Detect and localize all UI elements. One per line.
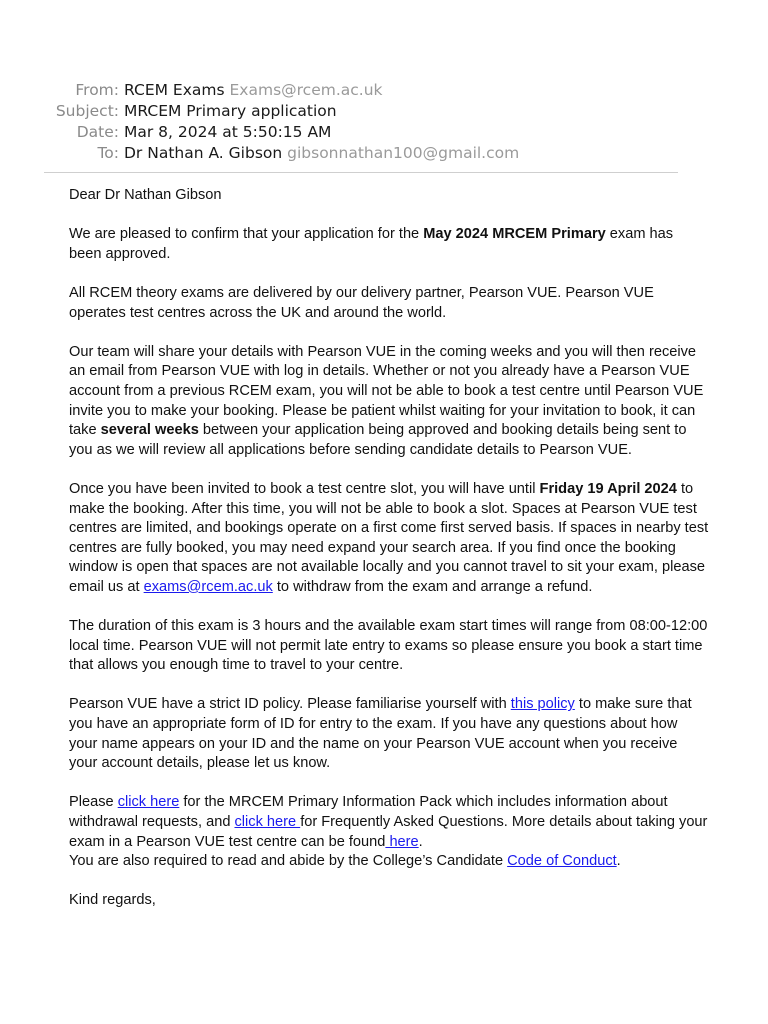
email-header: [0, 80, 768, 164]
paragraph-resources-text-mid2: for Frequently Asked Questions. More details about taking your exam in a Pearson VUE test centre can be found: [69, 814, 708, 850]
paragraph-resources-text-end: .: [418, 833, 423, 850]
paragraph-booking-info: [69, 343, 709, 461]
id-policy-link[interactable]: this policy: [510, 696, 575, 713]
paragraph-id-policy: [69, 695, 709, 773]
recipient-name: Dr Nathan A. Gibson: [124, 144, 283, 162]
from-row: [0, 80, 768, 101]
paragraph-deadline-text: Once you have been invited to book a test centre slot, you will have until: [69, 480, 540, 497]
greeting: Dear Dr Nathan Gibson: [69, 187, 222, 203]
paragraph-approval: [69, 225, 709, 264]
paragraph-deadline-text-mid: to make the booking. After this time, you will not be able to book a slot. Spaces at Pearson VUE test centres are limited, and bookings operate on a first come first served basis. If spaces in nearby test centres are fully booked, you may need expand your search area. If you find once the booking window is open that spaces are not available locally and you cannot travel to sit your exam, please email us at: [69, 480, 709, 595]
paragraph-resources-text-mid: for the MRCEM Primary Information Pack which includes information about withdrawal requests, and: [69, 794, 668, 830]
paragraph-resources-text: Please: [69, 794, 118, 811]
paragraph-conduct-text: You are also required to read and abide by the College’s Candidate: [69, 853, 508, 870]
code-of-conduct-link[interactable]: Code of Conduct: [507, 853, 617, 870]
booking-deadline: Friday 19 April 2024: [539, 480, 677, 497]
closing: Kind regards,: [69, 892, 156, 909]
sender-email[interactable]: Exams@rcem.ac.uk: [229, 81, 383, 99]
paragraph-deadline: [69, 480, 709, 598]
date-text: Mar 8, 2024 at 5:50:15 AM: [124, 123, 332, 141]
paragraph-booking-text: Our team will share your details with Pearson VUE in the coming weeks and you will then receive an email from Pearson VUE with log in details. Whether or not you already have a Pearson VUE account from a previous RCEM exam, you will not be able to book a test centre until Pearson VUE invite you to make your booking. Please be patient whilst waiting for your invitation to book, it can take: [69, 343, 704, 439]
date-row: [0, 122, 768, 143]
from-label: From:: [75, 81, 119, 99]
header-divider: [44, 172, 678, 173]
to-label: To:: [97, 144, 119, 162]
paragraph-duration: The duration of this exam is 3 hours and the available exam start times will range from 08:00-12:00 local time. Pearson VUE will not permit late entry to exams so please ensure you book a start time that allows you enough time to travel to your centre.: [69, 618, 708, 674]
paragraph-conduct: [69, 852, 709, 872]
paragraph-conduct-text-end: .: [616, 853, 621, 870]
paragraph-approval-text-end: exam has been approved.: [69, 226, 674, 262]
email-body: [69, 186, 709, 911]
paragraph-deadline-text-end: to withdraw from the exam and arrange a refund.: [272, 578, 593, 595]
paragraph-delivery-partner: All RCEM theory exams are delivered by our delivery partner, Pearson VUE. Pearson VUE operates test centres across the UK and around the world.: [69, 284, 654, 321]
to-row: [0, 143, 768, 164]
subject-label: Subject:: [55, 102, 119, 120]
exams-email-link[interactable]: exams@rcem.ac.uk: [143, 578, 273, 595]
date-label: Date:: [76, 123, 119, 141]
info-pack-link[interactable]: click here: [117, 794, 180, 811]
subject-text: MRCEM Primary application: [124, 102, 337, 120]
paragraph-id-text: Pearson VUE have a strict ID policy. Please familiarise yourself with: [69, 696, 511, 713]
paragraph-resources: [69, 793, 709, 852]
paragraph-booking-text-end: between your application being approved and booking details being sent to you as we will review all applications before sending candidate details to Pearson VUE.: [69, 422, 687, 458]
subject-row: [0, 101, 768, 122]
wait-time: several weeks: [100, 422, 199, 439]
paragraph-approval-text: We are pleased to confirm that your application for the: [69, 226, 424, 243]
sender-name: RCEM Exams: [124, 81, 225, 99]
test-centre-info-link[interactable]: here: [385, 833, 419, 850]
faq-link[interactable]: click here: [234, 814, 301, 830]
paragraph-id-text-end: to make sure that you have an appropriate form of ID for entry to the exam. If you have any questions about how your name appears on your ID and the name on your Pearson VUE account when you receive your account details, please let us know.: [69, 696, 692, 772]
exam-name: May 2024 MRCEM Primary: [423, 226, 606, 243]
recipient-email[interactable]: gibsonnathan100@gmail.com: [287, 144, 520, 162]
